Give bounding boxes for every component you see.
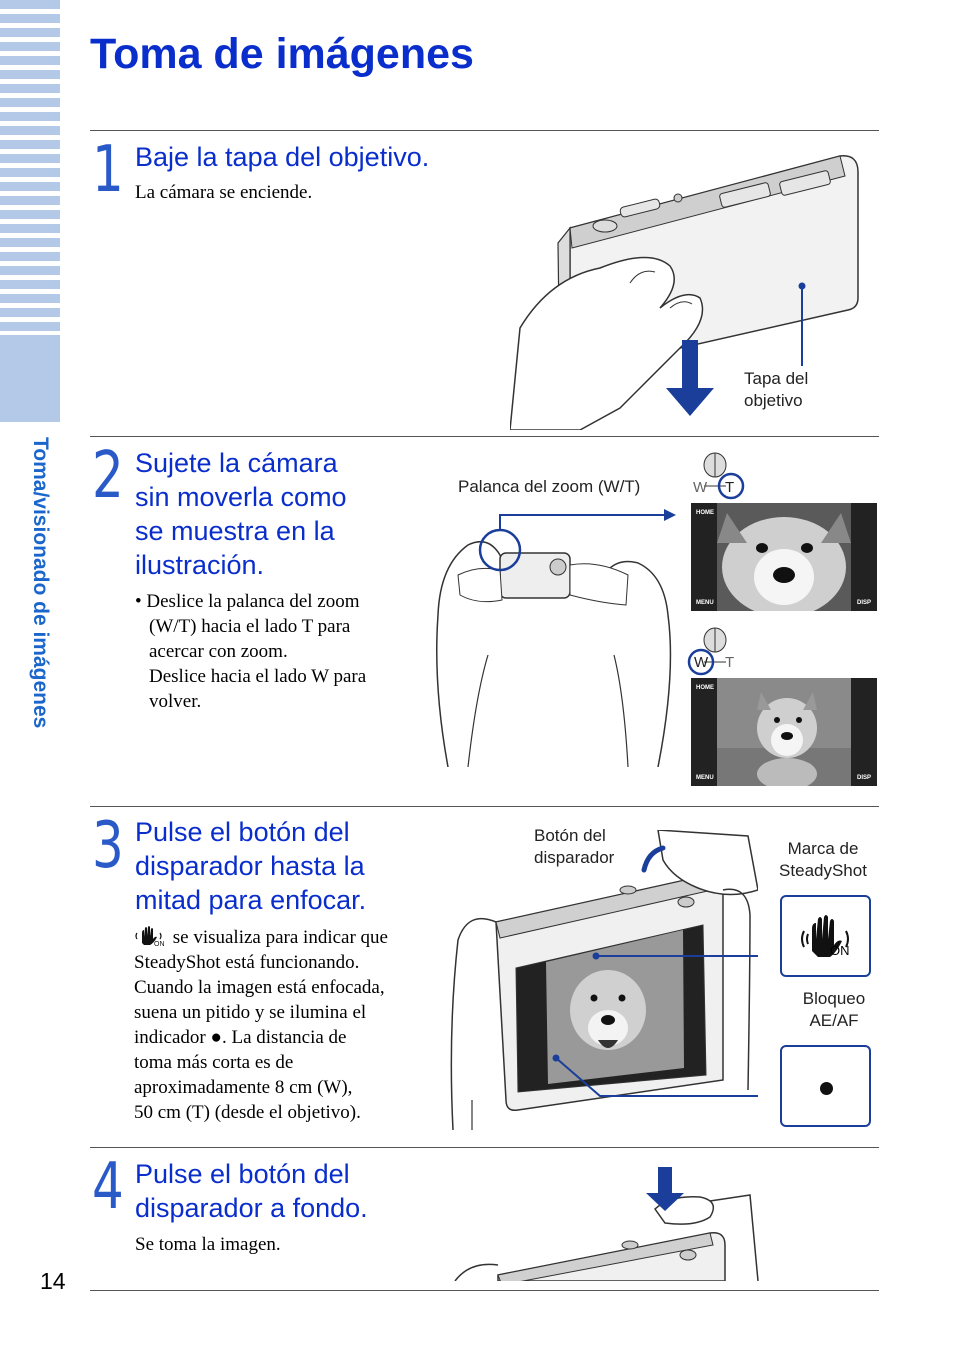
step-body: Se toma la imagen. <box>135 1234 281 1255</box>
shutter-button-callout: Botón del disparador <box>534 826 615 867</box>
divider <box>90 130 879 131</box>
zoom-lever-callout: Palanca del zoom (W/T) <box>458 477 641 496</box>
page-title: Toma de imágenes <box>90 30 474 78</box>
step-bullets: • Deslice la palanca del zoom (W/T) hacia el lado T para acercar con zoom. Deslice hacia el lado W para volver. <box>135 591 367 712</box>
step-heading: Pulse el botón del disparador hasta la mitad para enfocar. <box>135 817 367 915</box>
lcd-preview-zoomed: HOME MENU DISP <box>691 503 877 611</box>
step-body: ON se visualiza para indicar que SteadyShot está funcionando. Cuando la imagen está enfocada, suena un pitido y se ilumina el indicador ●. La distancia de toma más corta es de aproximadamente 8 cm (W), 50 cm (T) (desde el objetivo). <box>134 927 388 1123</box>
zoom-t-label: T <box>725 654 735 671</box>
steadyshot-icon <box>134 925 168 947</box>
divider <box>90 806 879 807</box>
svg-text:ON: ON <box>154 941 165 947</box>
lens-cover-callout: Tapa del objetivo <box>744 369 809 410</box>
step-number: 4 <box>92 1150 124 1224</box>
step-heading: Baje la tapa del objetivo. <box>135 142 430 172</box>
steadyshot-on-icon <box>782 897 869 975</box>
zoom-w-label: W <box>693 479 708 496</box>
steadyshot-on-label: ON <box>830 943 850 958</box>
camera-half-press-illustration <box>448 830 758 1130</box>
zoom-w-label: W <box>694 654 709 671</box>
divider <box>90 1147 879 1148</box>
sidebar-stripes <box>0 0 60 335</box>
step-number: 3 <box>92 809 124 883</box>
sidebar-block <box>0 335 60 422</box>
steadyshot-indicator-box <box>780 895 871 977</box>
camera-full-press-illustration <box>450 1165 760 1281</box>
ae-af-lock-indicator-box <box>780 1045 871 1127</box>
ae-af-lock-callout: Bloqueo AE/AF <box>802 989 866 1030</box>
steadyshot-callout: Marca de SteadyShot <box>779 839 867 880</box>
zoom-t-label: T <box>725 479 735 496</box>
divider <box>90 436 879 437</box>
hands-holding-camera-illustration <box>428 505 678 767</box>
page-number: 14 <box>40 1268 66 1294</box>
step-heading: Pulse el botón del disparador a fondo. <box>135 1159 368 1223</box>
focus-dot-icon <box>820 1082 833 1095</box>
lcd-preview-wide: HOME MENU DISP <box>691 678 877 786</box>
step-number: 2 <box>92 439 124 513</box>
step-heading: Sujete la cámara sin moverla como se muestra en la ilustración. <box>135 448 347 580</box>
sidebar-section-label: Toma/visionado de imágenes <box>29 437 52 729</box>
step-number: 1 <box>92 133 124 207</box>
step-body: La cámara se enciende. <box>135 182 313 203</box>
divider <box>90 1290 879 1291</box>
